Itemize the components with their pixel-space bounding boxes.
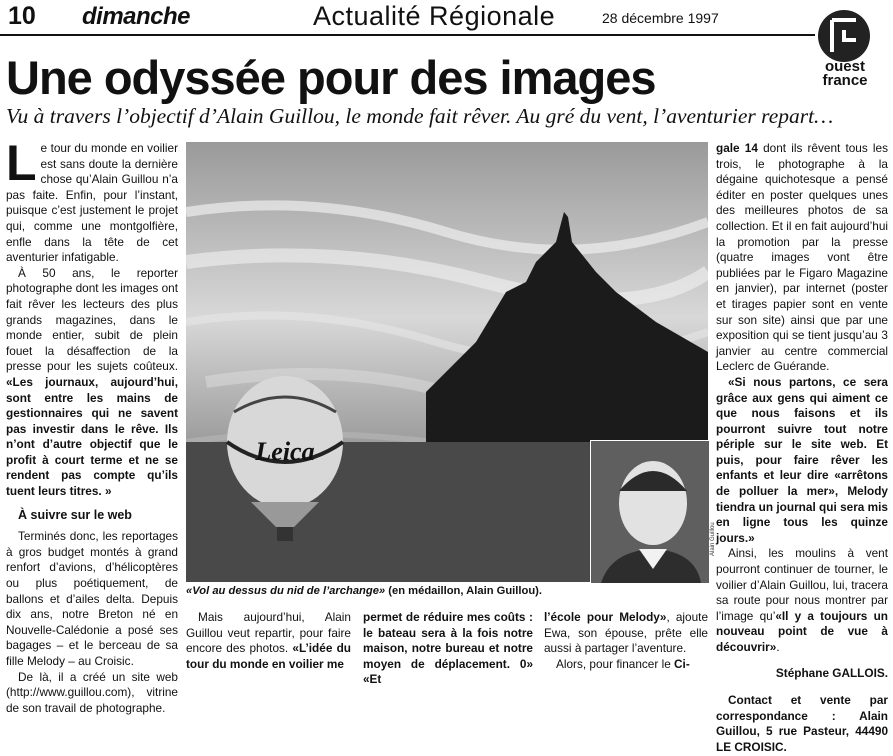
header-rule xyxy=(0,34,815,36)
paragraph: e tour du monde en voilier est sans doute la dernière chose qu’Alain Guillou n’a pas faite. Enfin, pour l’instant, puisque c’est justement le projet qui, comme une montgolfière, enfle dans la tête de cet aventurier infatigable. xyxy=(6,141,178,265)
deck: Vu à travers l’objectif d’Alain Guillou, le monde fait rêver. Au gré du vent, l’aventurier repart… xyxy=(6,104,834,128)
article-column-1 xyxy=(6,135,178,716)
subheading: À suivre sur le web xyxy=(18,507,132,522)
quote: «Si nous partons, ce sera grâce aux gens qui aiment ce que nous faisons et ils pourront suivre tout notre périple sur le site web. Et puis, pour faire rêver les enfants et leur dire «arrêtons de polluer la mer», Melody tiendra un journal qui sera mis en ligne tous les quinze jours.» xyxy=(716,374,888,545)
ouest-france-logo xyxy=(818,10,870,62)
paragraph: Terminés donc, les reportages à gros budget montés à grand renfort d’avions, d’hélicoptères ou plus poétiquement, de ballons et d’ailes delta. Depuis dix ans, notre Breton né en Nouvelle-Calédonie a posé ses bagages – et le berceau de sa fille Melody – au Croisic. xyxy=(6,529,178,668)
paragraph: Mais aujourd’hui, Alain Guillou veut repartir, pour faire encore des photos. xyxy=(186,610,351,656)
paragraph: , ajoute Ewa, son épouse, prête elle aussi à partager l’aventure. xyxy=(544,610,709,656)
paragraph: De là, il a créé un site web (http://www.guillou.com), vitrine de son travail de photographe. xyxy=(6,669,178,715)
day-label: dimanche xyxy=(82,3,191,30)
headline: Une odyssée pour des images xyxy=(6,51,656,104)
punctuation: . xyxy=(776,640,780,654)
section-title: Actualité Régionale xyxy=(313,1,556,31)
article-column-2 xyxy=(186,610,351,672)
quote: l’école pour Melody» xyxy=(544,610,667,624)
quote: «L’idée du tour du monde en voilier me xyxy=(186,641,351,671)
issue-date: 28 décembre 1997 xyxy=(602,10,719,26)
page-number: 10 xyxy=(8,2,36,30)
logo-wordmark: ouest france xyxy=(822,58,868,89)
article-column-4 xyxy=(544,610,708,672)
paragraph: À 50 ans, le reporter photographe dont les images ont fait rêver les lecteurs des plus grands magazines, dans le monde entier, subit de plein fouet la désaffection de la presse pour les sujets coûteux. xyxy=(6,265,178,374)
photo-credit: Alain Guillou xyxy=(710,522,716,556)
drop-cap: L xyxy=(6,135,37,191)
paragraph: dont ils rêvent tous les trois, le photographe à la dégaine quichotesque a pensé éditer en poster quelques unes des meilleures photos de sa collection. Et il en fait aujourd’hui la promotion par la presse (quatre images vont être publiées par le Figaro Magazine en janvier), par internet (poster et tirages papier sont en vente sur son site) ainsi que par une exposition qui se tient jusqu’au 3 janvier au centre commercial Leclerc de Guérande. xyxy=(716,141,888,374)
author-signature: Stéphane GALLOIS. xyxy=(775,665,888,680)
quote: «Il y a toujours un nouveau point de vue à découvrir» xyxy=(716,608,888,654)
photo-caption xyxy=(186,585,716,597)
boat-name: Ci- xyxy=(674,656,690,671)
article-column-3 xyxy=(363,610,533,688)
portrait-inset xyxy=(590,440,710,584)
caption-title: «Vol au dessus du nid de l’archange» xyxy=(186,585,386,597)
balloon-logo-text: Leica xyxy=(255,437,315,466)
caption-credit: (en médaillon, Alain Guillou). xyxy=(385,585,542,597)
quote: «Les journaux, aujourd’hui, sont entre les mains de gestionnaires qui ne savent pas investir dans le rêve. Ils n’ont d’autre objectif que le profit à court terme et ne se rendent pas compte qu’ils tuent leurs titres. » xyxy=(6,374,178,499)
paragraph: Ainsi, les moulins à vent pourront continuer de tourner, le voilier d’Alain Guillou, lui, tracera sa route pour nous montrer par l’image qu’ xyxy=(716,546,888,623)
boat-name: gale 14 xyxy=(716,141,758,155)
paragraph: Alors, pour financer le xyxy=(556,656,675,671)
quote: permet de réduire mes coûts : le bateau sera à la fois notre maison, notre bureau et notre moyen de déplacement. 0» «Et xyxy=(363,610,533,687)
article-column-5 xyxy=(716,141,888,756)
contact-info: Contact et vente par correspondance : Alain Guillou, 5 rue Pasteur, 44490 LE CROISIC. xyxy=(716,693,888,754)
